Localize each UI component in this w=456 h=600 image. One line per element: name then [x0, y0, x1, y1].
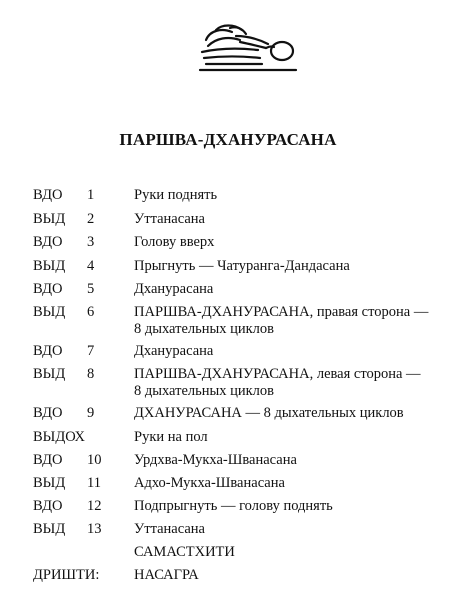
breath-label: ВДО: [33, 452, 63, 468]
breath-label: ВЫД: [33, 211, 66, 227]
description-line: Уттанасана: [134, 521, 205, 537]
description-line: НАСАГРА: [134, 567, 199, 583]
breath-label: ВЫД: [33, 475, 66, 491]
description-line: 8 дыхательных циклов: [134, 321, 275, 337]
description-line: Руки поднять: [134, 187, 218, 203]
step-number: 10: [87, 452, 102, 468]
step-number: 12: [87, 498, 102, 514]
description-line: Уттанасана: [134, 211, 205, 227]
step-number: 7: [87, 343, 95, 359]
step-description: [134, 343, 444, 360]
description-line: Дханурасана: [134, 281, 214, 297]
breath-label: ВЫДОХ: [33, 429, 86, 445]
breath-label: ВЫД: [33, 304, 66, 320]
breath-label: ВДО: [33, 234, 63, 250]
description-line: 8 дыхательных циклов: [134, 383, 275, 399]
step-description: [134, 211, 444, 228]
description-line: ДХАНУРАСАНА — 8 дыхательных циклов: [134, 405, 404, 421]
breath-label: ВДО: [33, 343, 63, 359]
breath-label: ВЫД: [33, 258, 66, 274]
step-description: [134, 475, 444, 492]
step-number: 3: [87, 234, 95, 250]
description-line: Дханурасана: [134, 343, 214, 359]
description-line: Прыгнуть — Чатуранга-Дандасана: [134, 258, 350, 274]
breath-label: ВДО: [33, 498, 63, 514]
breath-label: ВЫД: [33, 521, 66, 537]
step-number: 8: [87, 366, 95, 382]
step-number: 4: [87, 258, 95, 274]
breath-label: ВЫД: [33, 366, 66, 382]
step-number: 2: [87, 211, 95, 227]
description-line: Руки на пол: [134, 429, 208, 445]
breath-label: ДРИШТИ:: [33, 567, 100, 583]
step-number: 13: [87, 521, 102, 537]
step-description: [134, 234, 444, 251]
step-description: [134, 521, 444, 538]
description-line: Голову вверх: [134, 234, 215, 250]
breath-label: ВДО: [33, 405, 63, 421]
step-description: [134, 498, 444, 515]
step-number: 1: [87, 187, 95, 203]
step-description: [134, 544, 444, 561]
step-description: [134, 281, 444, 298]
step-description: [134, 567, 444, 584]
breath-label: ВДО: [33, 187, 63, 203]
description-line: Адхо-Мукха-Шванасана: [134, 475, 285, 491]
page-title: ПАРШВА-ДХАНУРАСАНА: [119, 130, 337, 149]
step-number: 6: [87, 304, 95, 320]
step-number: 11: [87, 475, 101, 491]
step-description: [134, 258, 444, 275]
step-number: 9: [87, 405, 95, 421]
step-description: [134, 366, 444, 400]
description-line: Подпрыгнуть — голову поднять: [134, 498, 333, 514]
step-description: [134, 405, 444, 422]
description-line: ПАРШВА-ДХАНУРАСАНА, левая сторона —: [134, 366, 421, 382]
step-number: 5: [87, 281, 95, 297]
step-description: [134, 452, 444, 469]
description-line: ПАРШВА-ДХАНУРАСАНА, правая сторона —: [134, 304, 429, 320]
description-line: САМАСТХИТИ: [134, 544, 235, 560]
step-description: [134, 429, 444, 446]
breath-label: ВДО: [33, 281, 63, 297]
step-description: [134, 304, 444, 338]
description-line: Урдхва-Мукха-Шванасана: [134, 452, 297, 468]
step-description: [134, 187, 444, 204]
